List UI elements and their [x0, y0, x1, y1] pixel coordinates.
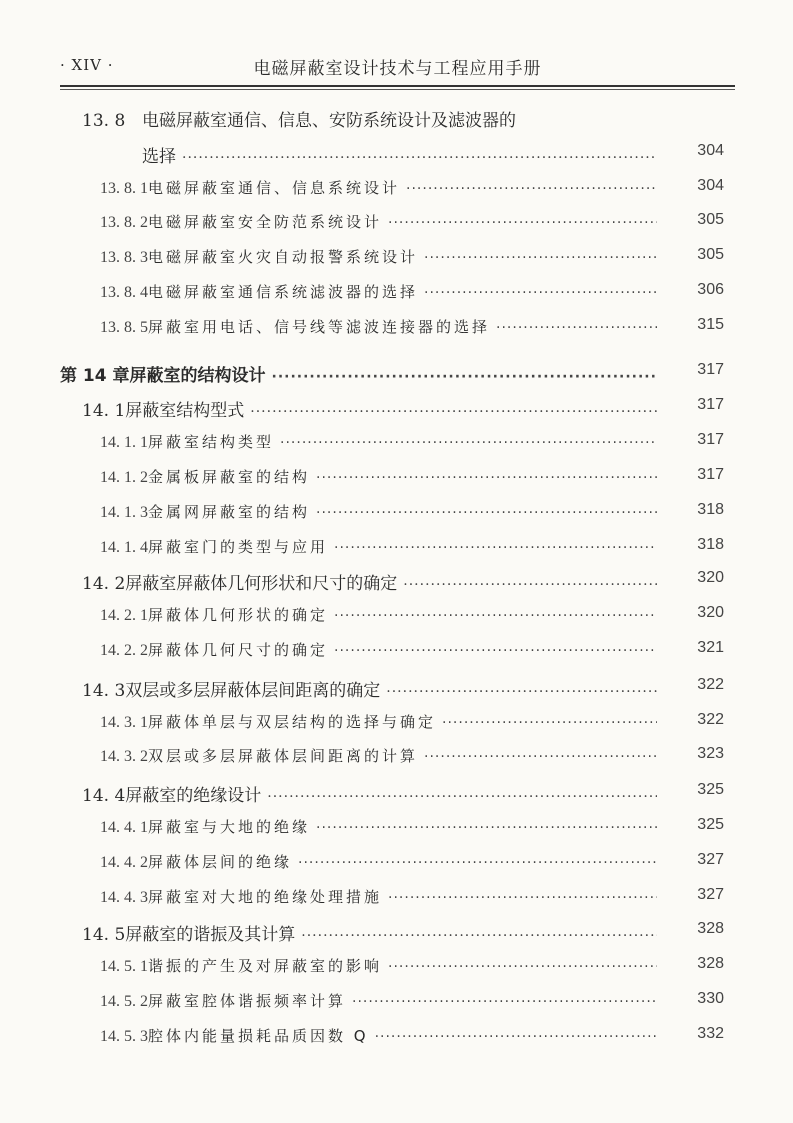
toc-entry-14-1-1	[100, 431, 724, 455]
toc-entry-number: 13. 8	[82, 111, 126, 131]
toc-entry-14-4-3	[100, 886, 724, 910]
toc-entry-number: 14. 4. 2	[100, 854, 148, 871]
toc-entry-number: 14. 5. 3	[100, 1028, 148, 1045]
dot-leader	[424, 285, 657, 301]
toc-entry-13-8-2	[100, 211, 724, 235]
dot-leader	[298, 855, 657, 871]
toc-entry-title: 双层或多层屏蔽体层间距离的确定	[125, 681, 381, 701]
toc-entry-page: 306	[697, 281, 724, 298]
dot-leader	[424, 749, 657, 765]
toc-entry-page: 328	[697, 955, 724, 972]
dot-leader	[267, 789, 657, 805]
toc-entry-number: 13. 8. 1	[100, 180, 148, 197]
dot-leader	[375, 1029, 657, 1045]
toc-chapter-14	[60, 361, 724, 386]
toc-entry-14-2-1	[100, 604, 724, 628]
toc-entry-title: 选择	[142, 147, 176, 167]
toc-entry-number: 14. 1. 3	[100, 504, 148, 521]
toc-entry-page: 330	[697, 990, 724, 1007]
toc-entry-page: 305	[697, 246, 724, 263]
toc-entry-page: 327	[697, 886, 724, 903]
toc-entry-number: 13. 8. 4	[100, 284, 148, 301]
toc-entry-page: 325	[697, 781, 724, 798]
toc-entry-number: 14. 3. 2	[100, 748, 148, 765]
dot-leader	[316, 505, 657, 521]
dot-leader	[316, 820, 657, 836]
dot-leader	[301, 928, 657, 944]
dot-leader	[388, 890, 657, 906]
toc-entry-13-8-5	[100, 316, 724, 340]
toc-entry-number: 14. 5. 1	[100, 958, 148, 975]
toc-entry-page: 327	[697, 851, 724, 868]
toc-entry-page: 305	[697, 211, 724, 228]
toc-entry-14-4	[82, 781, 724, 806]
toc-entry-page: 321	[697, 639, 724, 656]
dot-leader	[388, 959, 657, 975]
toc-entry-page: 318	[697, 501, 724, 518]
toc-entry-title: 屏蔽室的绝缘设计	[125, 786, 262, 806]
toc-entry-number: 14. 2	[82, 574, 126, 594]
toc-entry-title: 屏蔽室门的类型与应用	[148, 538, 329, 556]
toc-entry-title: 屏蔽室结构型式	[125, 401, 245, 421]
toc-entry-title: 金属网屏蔽室的结构	[148, 503, 311, 521]
toc-entry-number: 14. 1	[82, 401, 126, 421]
toc-entry-title: 屏蔽体几何尺寸的确定	[148, 641, 329, 659]
toc-entry-number: 14. 1. 4	[100, 539, 148, 556]
toc-entry-page: 304	[697, 142, 724, 159]
toc-entry-13-8-4	[100, 281, 724, 305]
toc-entry-number: 14. 5. 2	[100, 993, 148, 1010]
toc-entry-title: 电磁屏蔽室火灾自动报警系统设计	[148, 248, 419, 266]
toc-entry-page: 315	[697, 316, 724, 333]
toc-entry-number: 14. 1. 1	[100, 434, 148, 451]
toc-chapter-number: 第 14 章	[60, 366, 130, 386]
toc-entry-page: 322	[697, 711, 724, 728]
toc-entry-number: 14. 3	[82, 681, 126, 701]
toc-entry-page: 304	[697, 177, 724, 194]
toc-chapter-title: 屏蔽室的结构设计	[129, 366, 266, 386]
toc-entry-title: 屏蔽室用电话、信号线等滤波连接器的选择	[148, 318, 491, 336]
toc-entry-number: 14. 4	[82, 786, 126, 806]
dot-leader	[334, 608, 657, 624]
toc-entry-title: 屏蔽室屏蔽体几何形状和尺寸的确定	[125, 574, 398, 594]
toc-entry-number: 14. 2. 1	[100, 607, 148, 624]
toc-entry-14-1-4	[100, 536, 724, 560]
toc-entry-title: 屏蔽体层间的绝缘	[148, 853, 293, 871]
toc-entry-title: 屏蔽室腔体谐振频率计算	[148, 992, 347, 1010]
dot-leader	[403, 577, 657, 593]
toc-entry-number: 13. 8. 2	[100, 214, 148, 231]
toc-entry-page: 328	[697, 920, 724, 937]
toc-entry-page: 323	[697, 745, 724, 762]
toc-entry-14-5-3	[100, 1025, 724, 1049]
toc-entry-14-4-1	[100, 816, 724, 840]
toc-entry-title: 屏蔽体单层与双层结构的选择与确定	[148, 713, 437, 731]
toc-entry-page: 320	[697, 569, 724, 586]
toc-entry-13-8-3	[100, 246, 724, 270]
dot-leader	[280, 435, 657, 451]
page-number: · XIV ·	[60, 56, 114, 74]
dot-leader	[388, 215, 657, 231]
toc-entry-14-3-2	[100, 745, 724, 769]
toc-entry-number: 14. 3. 1	[100, 714, 148, 731]
dot-leader	[424, 250, 657, 266]
dot-leader	[250, 404, 657, 420]
toc-entry-title: 屏蔽室的谐振及其计算	[125, 925, 296, 945]
toc-entry-number: 13. 8. 5	[100, 319, 148, 336]
toc-entry-14-3	[82, 676, 724, 701]
toc-entry-page: 332	[697, 1025, 724, 1042]
toc-entry-page: 317	[697, 361, 724, 378]
toc-entry-13-8-line1	[82, 106, 516, 130]
dot-leader	[334, 540, 657, 556]
toc-entry-title: 屏蔽室结构类型	[148, 433, 275, 451]
toc-entry-14-3-1	[100, 711, 724, 735]
toc-entry-page: 317	[697, 431, 724, 448]
dot-leader	[316, 470, 657, 486]
dot-leader	[406, 181, 657, 197]
toc-entry-14-4-2	[100, 851, 724, 875]
toc-entry-number: 14. 2. 2	[100, 642, 148, 659]
toc-entry-page: 325	[697, 816, 724, 833]
toc-entry-14-5	[82, 920, 724, 945]
dot-leader	[352, 994, 657, 1010]
dot-leader	[334, 643, 657, 659]
toc-entry-title: 腔体内能量损耗品质因数 Q	[148, 1027, 369, 1045]
dot-leader	[182, 150, 657, 166]
dot-leader	[496, 320, 657, 336]
toc-entry-14-5-2	[100, 990, 724, 1014]
toc-entry-page: 322	[697, 676, 724, 693]
toc-entry-number: 14. 5	[82, 925, 126, 945]
toc-entry-title: 屏蔽体几何形状的确定	[148, 606, 329, 624]
toc-entry-number: 14. 1. 2	[100, 469, 148, 486]
toc-entry-14-2	[82, 569, 724, 594]
toc-entry-title: 电磁屏蔽室安全防范系统设计	[148, 213, 383, 231]
toc-entry-number: 13. 8. 3	[100, 249, 148, 266]
toc-entry-14-1-3	[100, 501, 724, 525]
book-title: 电磁屏蔽室设计技术与工程应用手册	[253, 59, 542, 79]
toc-entry-number: 14. 4. 1	[100, 819, 148, 836]
toc-entry-title: 双层或多层屏蔽体层间距离的计算	[148, 747, 419, 765]
toc-entry-14-5-1	[100, 955, 724, 979]
toc-entry-title: 屏蔽室与大地的绝缘	[148, 818, 311, 836]
toc-entry-page: 320	[697, 604, 724, 621]
toc-entry-title: 电磁屏蔽室通信、信息系统设计	[148, 179, 401, 197]
toc-entry-title: 金属板屏蔽室的结构	[148, 468, 311, 486]
toc-entry-title: 谐振的产生及对屏蔽室的影响	[148, 957, 383, 975]
toc-entry-page: 317	[697, 466, 724, 483]
toc-entry-13-8	[142, 142, 724, 167]
toc-entry-title: 电磁屏蔽室通信、信息、安防系统设计及滤波器的	[142, 111, 516, 131]
toc-entry-14-1	[82, 396, 724, 421]
dot-leader	[272, 369, 658, 385]
toc-entry-page: 318	[697, 536, 724, 553]
toc-entry-13-8-1	[100, 177, 724, 201]
toc-entry-title: 电磁屏蔽室通信系统滤波器的选择	[148, 283, 419, 301]
toc-entry-number: 14. 4. 3	[100, 889, 148, 906]
dot-leader	[442, 715, 657, 731]
toc-entry-14-1-2	[100, 466, 724, 490]
toc-entry-page: 317	[697, 396, 724, 413]
toc-entry-title: 屏蔽室对大地的绝缘处理措施	[148, 888, 383, 906]
toc-entry-14-2-2	[100, 639, 724, 663]
dot-leader	[386, 684, 657, 700]
